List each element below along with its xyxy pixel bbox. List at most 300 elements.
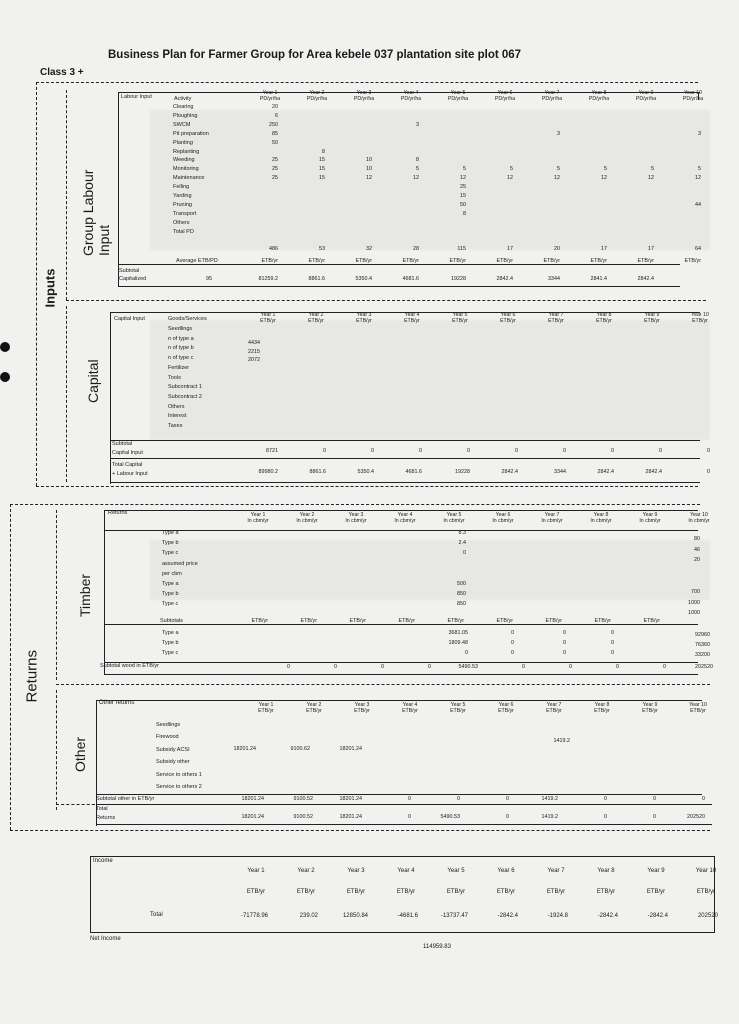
capital-item-others: Others — [168, 403, 185, 410]
labour-year-2-unit: PD/yr/ha — [306, 96, 328, 103]
labour-cell-r7-c4: 5 — [463, 166, 466, 173]
labour-year-4 — [391, 90, 431, 102]
capital-year-8-label: Year 8 — [596, 312, 612, 318]
labour-cell-r13-c9: 64 — [695, 245, 701, 252]
labour-avg-line — [118, 264, 680, 265]
timber-wood-y1: 0 — [287, 664, 290, 670]
capital-item-value-3: 2072 — [248, 357, 260, 364]
labour-subtotal-y2: 8861.6 — [308, 276, 325, 282]
labour-subtotal-y8: 2841.4 — [590, 276, 607, 282]
timber-value-y8-0: 0 — [563, 630, 566, 636]
capital-subtotal-y9: 0 — [659, 448, 662, 454]
returns-header: Returns — [108, 510, 128, 516]
other-left-border — [56, 690, 57, 810]
timber-year-9-unit: In cbm/yr — [639, 518, 661, 525]
timber-year-5 — [434, 512, 474, 524]
labour-year-5-unit: PD/yr/ha — [447, 96, 469, 103]
income-unit-2: ETB/yr — [296, 889, 316, 895]
income-year-8: Year 8 — [597, 868, 615, 874]
returns-side-label: Returns — [23, 649, 41, 703]
other-year-9 — [630, 702, 670, 714]
group-labour-side-label: Group Labour Input — [80, 169, 112, 256]
other-year-6-unit: ETB/yr — [498, 708, 514, 715]
income-total-y9: -2842.4 — [647, 913, 668, 919]
other-year-1 — [246, 702, 286, 714]
capital-subtotal-y3: 0 — [371, 448, 374, 454]
timber-year-4-label: Year 4 — [397, 512, 413, 518]
income-total-y3: 12850.84 — [342, 913, 368, 919]
labour-cell-r6-c1: 15 — [319, 157, 325, 164]
timber-value-y10-total-2: 33200 — [695, 652, 710, 658]
income-year-2: Year 2 — [297, 868, 315, 874]
labour-cell-r7-c2: 10 — [366, 166, 372, 173]
subsidy-y3: 18201.24 — [339, 746, 362, 752]
total-capital-label: Total Capital — [112, 462, 143, 468]
activity-header: Activity — [174, 96, 192, 102]
labour-cell-r13-c7: 17 — [601, 245, 607, 252]
capital-bottom-line — [110, 482, 700, 483]
timber-row-3: assumed price — [162, 560, 198, 567]
capitalized-label: Capitalized — [119, 276, 147, 282]
timber-value-y6-0: 0 — [511, 630, 514, 636]
labour-cell-r8-c6: 12 — [554, 175, 560, 182]
timber-year-2-unit: In cbm/yr — [296, 518, 318, 525]
labour-year-7-unit: PD/yr/ha — [541, 96, 563, 103]
other-total-y8: 0 — [604, 814, 607, 820]
income-unit-1: ETB/yr — [246, 889, 266, 895]
activity-weeding: Weeding — [173, 157, 195, 164]
labour-year-3-unit: PD/yr/ha — [353, 96, 375, 103]
labour-etb-unit-3: ETB/yr — [355, 258, 372, 264]
income-year-10: Year 10 — [695, 868, 717, 874]
other-total-y4: 0 — [408, 814, 411, 820]
other-year-8-label: Year 8 — [594, 702, 610, 708]
subtotal-label: Subtotal — [119, 268, 140, 274]
labour-etb-unit-9: ETB/yr — [637, 258, 654, 264]
labour-cell-r7-c6: 5 — [557, 166, 560, 173]
timber-wood-y7: 0 — [569, 664, 572, 670]
inputs-left-border — [36, 82, 37, 486]
labour-cell-r13-c0: 486 — [269, 245, 278, 252]
timber-value-y5-1: 1809.48 — [448, 640, 468, 646]
other-item-subsidy-other: Subsidy other — [156, 759, 190, 766]
labour-etb-unit-1: ETB/yr — [261, 258, 278, 264]
capital-year-7-label: Year 7 — [548, 312, 564, 318]
other-year-3 — [342, 702, 382, 714]
labour-year-10 — [673, 90, 713, 102]
other-top-line — [96, 700, 702, 701]
capital-total-y6: 2842.4 — [501, 469, 518, 475]
labour-etb-unit-4: ETB/yr — [402, 258, 419, 264]
capital-left-border — [66, 306, 67, 482]
timber-row-1: Type b — [162, 540, 179, 547]
capital-item-n-of-type-a: n of type a — [168, 335, 194, 342]
other-year-10-label: Year 10 — [689, 702, 707, 708]
timber-y10-row-7: 1000 — [688, 610, 700, 617]
timber-wood-y2: 0 — [334, 664, 337, 670]
other-year-8 — [582, 702, 622, 714]
labour-cell-r2-c0: 250 — [269, 121, 278, 128]
subtotals-label: Subtotals — [160, 618, 183, 624]
activity-transport: Transport — [173, 210, 197, 217]
activity-pruning: Pruning — [173, 201, 192, 208]
labour-cell-r9-c4: 25 — [460, 184, 466, 191]
labour-cell-r13-c6: 20 — [554, 245, 560, 252]
capital-subtotal-y1: 8721 — [266, 448, 278, 454]
other-total-y1: 18201.24 — [241, 814, 264, 820]
other-year-2 — [294, 702, 334, 714]
timber-row-4: per cbm — [162, 570, 182, 577]
timber-y5-row-6: 850 — [457, 591, 466, 598]
activity-others: Others — [173, 219, 190, 226]
subtotal-other-label: Subtotal other in ETB/yr — [96, 796, 155, 802]
timber-value-y9-2: 0 — [611, 650, 614, 656]
timber-header-line — [104, 530, 698, 531]
timber-side-label: Timber — [77, 573, 93, 617]
timber-wood-y5: 5490.53 — [458, 664, 478, 670]
labour-year-1-unit: PD/yr/ha — [259, 96, 281, 103]
income-top-line — [90, 856, 714, 857]
capital-item-subcontract-2: Subcontract 2 — [168, 393, 202, 400]
labour-cell-r13-c8: 17 — [648, 245, 654, 252]
subtotal-wood-label: Subtotal wood in ETB/yr — [100, 663, 160, 669]
subsidy-y1: 18201.24 — [233, 746, 256, 752]
other-bottom-line — [96, 824, 712, 825]
timber-y10-row-6: 1000 — [688, 599, 700, 606]
income-year-6: Year 6 — [497, 868, 515, 874]
labour-year-6-label: Year 6 — [497, 90, 513, 96]
labour-cell-r8-c4: 12 — [460, 175, 466, 182]
capital-subtotal-line — [110, 440, 700, 441]
labour-year-9-label: Year 9 — [638, 90, 654, 96]
capital-subtotal-y5: 0 — [467, 448, 470, 454]
income-year-9: Year 9 — [647, 868, 665, 874]
capital-item-tools: Tools — [168, 374, 181, 381]
labour-cell-r13-c1: 53 — [319, 245, 325, 252]
capital-year-3 — [344, 312, 384, 324]
other-year-7-label: Year 7 — [546, 702, 562, 708]
timber-wood-y8: 0 — [616, 664, 619, 670]
other-subtotal-y7: 1419.2 — [541, 796, 558, 802]
timber-value-row-label-0: Type a — [162, 630, 179, 636]
labour-year-8-label: Year 8 — [591, 90, 607, 96]
timber-value-y6-2: 0 — [511, 650, 514, 656]
other-year-4 — [390, 702, 430, 714]
income-total-y6: -2842.4 — [497, 913, 518, 919]
labour-year-2-label: Year 2 — [309, 90, 325, 96]
activity-yarding: Yarding — [173, 193, 192, 199]
capital-year-5 — [440, 312, 480, 324]
timber-etb-unit-8: ETB/yr — [594, 618, 611, 624]
other-subtotal-y1: 18201.24 — [241, 796, 264, 802]
labour-cell-r4-c0: 50 — [272, 139, 278, 146]
labour-year-10-label: Year 10 — [684, 90, 702, 96]
labour-subtotal-y7: 3344 — [548, 276, 560, 282]
income-year-5: Year 5 — [447, 868, 465, 874]
subsidy-y2: 9100.62 — [290, 746, 310, 752]
labour-year-7-label: Year 7 — [544, 90, 560, 96]
income-unit-3: ETB/yr — [346, 889, 366, 895]
timber-row-5: Type a — [162, 581, 179, 587]
returns-bottom-border — [10, 830, 710, 831]
income-total-y2: 239.02 — [299, 913, 318, 919]
capital-item-fertilizer: Fertilizer — [168, 364, 190, 371]
income-total-y8: -2842.4 — [597, 913, 618, 919]
page-title: Business Plan for Farmer Group for Area kebele 037 plantation site plot 067 — [108, 49, 522, 61]
timber-year-5-label: Year 5 — [446, 512, 462, 518]
timber-year-8-label: Year 8 — [593, 512, 609, 518]
labour-cell-r8-c8: 12 — [648, 175, 654, 182]
other-total-y5: 5490.53 — [440, 814, 460, 820]
income-year-7: Year 7 — [547, 868, 565, 874]
labour-year-4-unit: PD/yr/ha — [400, 96, 422, 103]
capital-item-subcontract-1: Subcontract 1 — [168, 384, 202, 391]
labour-cell-r7-c8: 5 — [651, 166, 654, 173]
income-unit-8: ETB/yr — [596, 889, 616, 895]
capital-year-8-unit: ETB/yr — [596, 318, 612, 325]
labour-subtotal-y6: 2842.4 — [496, 276, 513, 282]
labour-left-line — [118, 92, 119, 286]
capital-year-6-unit: ETB/yr — [500, 318, 516, 325]
capital-year-6 — [488, 312, 528, 324]
capital-item-value-2: 2215 — [248, 348, 260, 355]
labour-etb-unit-7: ETB/yr — [543, 258, 560, 264]
capital-year-4 — [392, 312, 432, 324]
labour-cell-r8-c9: 12 — [695, 175, 701, 182]
capital-year-1-unit: ETB/yr — [260, 318, 276, 325]
other-item-service-to-others-2: Service to others 2 — [156, 784, 202, 790]
other-year-10-unit: ETB/yr — [690, 708, 706, 715]
other-subtotal-y4: 0 — [408, 796, 411, 802]
capital-year-3-unit: ETB/yr — [356, 318, 372, 325]
timber-year-3-unit: In cbm/yr — [345, 518, 367, 525]
labour-subtotal-y4: 4681.6 — [402, 276, 419, 282]
timber-row-2: Type c — [162, 550, 179, 557]
capital-item-seedlings: Seedlings — [168, 326, 193, 332]
other-year-9-label: Year 9 — [642, 702, 658, 708]
other-year-2-unit: ETB/yr — [306, 708, 322, 715]
capital-subtotal-y6: 0 — [515, 448, 518, 454]
other-year-9-unit: ETB/yr — [642, 708, 658, 715]
other-subtotal-y9: 0 — [653, 796, 656, 802]
timber-wood-y10: 202520 — [695, 664, 713, 670]
timber-year-7-unit: In cbm/yr — [541, 518, 563, 525]
labour-bottom-border — [66, 300, 706, 301]
labour-cell-r10-c4: 15 — [460, 193, 466, 199]
timber-year-4 — [385, 512, 425, 524]
capital-item-n-of-type-c: n of type c — [168, 355, 194, 362]
other-subtotal-y8: 0 — [604, 796, 607, 802]
labour-cell-r6-c2: 10 — [366, 157, 372, 164]
timber-year-10-unit: In cbm/yr — [688, 518, 710, 525]
labour-year-5 — [438, 90, 478, 102]
other-year-10 — [678, 702, 718, 714]
other-bottom-border — [56, 804, 100, 805]
labour-year-3-label: Year 3 — [356, 90, 372, 96]
timber-year-3 — [336, 512, 376, 524]
labour-cell-r12-c4: 8 — [463, 210, 466, 217]
timber-year-6-label: Year 6 — [495, 512, 511, 518]
other-side-label: Other — [72, 736, 88, 772]
timber-etb-unit-7: ETB/yr — [545, 618, 562, 624]
timber-year-1-label: Year 1 — [250, 512, 266, 518]
capital-year-4-label: Year 4 — [404, 312, 420, 318]
other-returns-header: Other returns — [99, 700, 135, 706]
timber-year-8 — [581, 512, 621, 524]
other-subtotal-y3: 18201.24 — [339, 796, 362, 802]
labour-cell-r8-c0: 25 — [272, 175, 278, 182]
other-year-5-unit: ETB/yr — [450, 708, 466, 715]
timber-etb-unit-3: ETB/yr — [349, 618, 366, 624]
timber-etb-unit-1: ETB/yr — [251, 618, 268, 624]
other-subtotal-y2: 9100.52 — [293, 796, 313, 802]
labour-cell-r3-c6: 3 — [557, 130, 560, 137]
income-total-y4: -4681.6 — [397, 913, 418, 919]
returns-top-border — [10, 504, 700, 505]
labour-cell-r7-c5: 5 — [510, 166, 513, 173]
labour-bottom-line — [118, 286, 680, 287]
other-subtotal-y10: 0 — [702, 796, 705, 802]
labour-cell-r7-c9: 5 — [698, 166, 701, 173]
timber-y5-row-2: 0 — [463, 550, 466, 557]
capital-year-5-unit: ETB/yr — [452, 318, 468, 325]
timber-y5-row-1: 2.4 — [458, 540, 466, 547]
returns-label: Returns — [96, 815, 116, 821]
timber-value-y10-total-0: 92960 — [695, 632, 710, 638]
labour-cell-r13-c3: 28 — [413, 245, 419, 252]
other-year-6 — [486, 702, 526, 714]
timber-year-2-label: Year 2 — [299, 512, 315, 518]
goods-services-header: Goods/Services — [168, 316, 207, 322]
labour-cell-r6-c0: 25 — [272, 157, 278, 164]
capital-subtotal-label: Subtotal — [112, 441, 133, 447]
labour-cell-r13-c4: 115 — [457, 245, 466, 252]
avg-etb-value: 95 — [206, 276, 212, 282]
income-bottom-line — [90, 932, 715, 933]
income-unit-7: ETB/yr — [546, 889, 566, 895]
income-unit-9: ETB/yr — [646, 889, 666, 895]
activity-maintenance: Maintenance — [173, 175, 205, 182]
inputs-side-label: Inputs — [42, 268, 58, 308]
labour-cell-r8-c2: 12 — [366, 175, 372, 182]
income-unit-5: ETB/yr — [446, 889, 466, 895]
timber-value-row-label-1: Type b — [162, 640, 179, 646]
other-total-y10: 202520 — [687, 814, 705, 820]
timber-year-2 — [287, 512, 327, 524]
capital-total-y10: 0 — [707, 469, 710, 475]
income-unit-4: ETB/yr — [396, 889, 416, 895]
other-year-3-label: Year 3 — [354, 702, 370, 708]
timber-left-line — [104, 510, 105, 674]
labour-year-9 — [626, 90, 666, 102]
scan-shadow — [150, 320, 710, 440]
labour-year-1-label: Year 1 — [262, 90, 278, 96]
income-unit-6: ETB/yr — [496, 889, 516, 895]
class-label: Class 3 + — [40, 67, 84, 78]
other-subtotal-y6: 0 — [506, 796, 509, 802]
plus-labour-label: + Labour Input — [112, 471, 148, 477]
labour-cell-r7-c7: 5 — [604, 166, 607, 173]
timber-value-y10-total-1: 76360 — [695, 642, 710, 648]
income-total-label: Total — [150, 912, 163, 918]
activity-total-pd: Total PD — [173, 228, 194, 235]
capital-total-y4: 4681.6 — [405, 469, 422, 475]
capital-year-2-label: Year 2 — [308, 312, 324, 318]
inputs-top-border — [36, 82, 698, 83]
timber-y10-row-1: 46 — [694, 546, 700, 553]
other-total-line — [96, 804, 712, 805]
capital-side-label: Capital — [85, 359, 101, 403]
capital-subtotal-y10: 0 — [707, 448, 710, 454]
timber-row-0: Type a — [162, 530, 179, 536]
other-subtotal-y5: 0 — [457, 796, 460, 802]
capital-year-9 — [632, 312, 672, 324]
timber-y10-row-0: 80 — [694, 536, 700, 542]
other-year-7-unit: ETB/yr — [546, 708, 562, 715]
other-total-y7: 1419.2 — [541, 814, 558, 820]
capital-year-6-label: Year 6 — [500, 312, 516, 318]
timber-wood-y3: 0 — [381, 664, 384, 670]
labour-cell-r11-c4: 50 — [460, 201, 466, 208]
labour-year-6-unit: PD/yr/ha — [494, 96, 516, 103]
timber-value-y5-0: 3681.05 — [448, 630, 468, 636]
labour-year-9-unit: PD/yr/ha — [635, 96, 657, 103]
labour-cell-r2-c3: 3 — [416, 121, 419, 128]
timber-year-1-unit: In cbm/yr — [247, 518, 269, 525]
timber-y5-row-0: 8.3 — [458, 530, 466, 536]
other-item-subsidy-acsi: Subsidy ACSI — [156, 746, 190, 753]
labour-subtotal-y5: 19228 — [451, 276, 466, 282]
capital-total-y5: 19228 — [455, 469, 470, 475]
timber-value-y8-2: 0 — [563, 650, 566, 656]
labour-year-5-label: Year 5 — [450, 90, 466, 96]
timber-wood-line — [104, 662, 698, 663]
activity-monitoring: Monitoring — [173, 166, 199, 173]
total-returns-label: Total — [96, 806, 108, 812]
labour-cell-r0-c0: 20 — [272, 104, 278, 110]
capital-year-10-unit: ETB/yr — [692, 318, 708, 325]
income-left-line — [90, 856, 91, 932]
labour-subtotal-y3: 5350.4 — [355, 276, 372, 282]
timber-year-8-unit: In cbm/yr — [590, 518, 612, 525]
timber-y5-row-5: 500 — [457, 581, 466, 587]
labour-year-3 — [344, 90, 384, 102]
other-year-1-label: Year 1 — [258, 702, 274, 708]
labour-etb-unit-8: ETB/yr — [590, 258, 607, 264]
activity-felling: Felling — [173, 184, 190, 191]
labour-year-4-label: Year 4 — [403, 90, 419, 96]
other-total-y9: 0 — [653, 814, 656, 820]
other-year-1-unit: ETB/yr — [258, 708, 274, 715]
capital-year-2 — [296, 312, 336, 324]
net-income-value: 114959.83 — [423, 944, 451, 950]
timber-etb-unit-4: ETB/yr — [398, 618, 415, 624]
timber-row-6: Type b — [162, 591, 179, 598]
other-subtotal-line — [96, 794, 702, 795]
labour-left-border — [66, 90, 67, 300]
labour-cell-r6-c3: 8 — [416, 157, 419, 164]
capital-subtotal-y7: 0 — [563, 448, 566, 454]
labour-cell-r3-c9: 3 — [698, 130, 701, 137]
capital-year-7 — [536, 312, 576, 324]
labour-cell-r8-c7: 12 — [601, 175, 607, 182]
timber-year-9-label: Year 9 — [642, 512, 658, 518]
timber-year-10-label: Year 10 — [690, 512, 708, 518]
labour-input-header: Labour Input — [121, 94, 152, 100]
other-year-8-unit: ETB/yr — [594, 708, 610, 715]
activity-swcm: SWCM — [173, 121, 191, 128]
labour-cell-r7-c3: 5 — [416, 166, 419, 173]
